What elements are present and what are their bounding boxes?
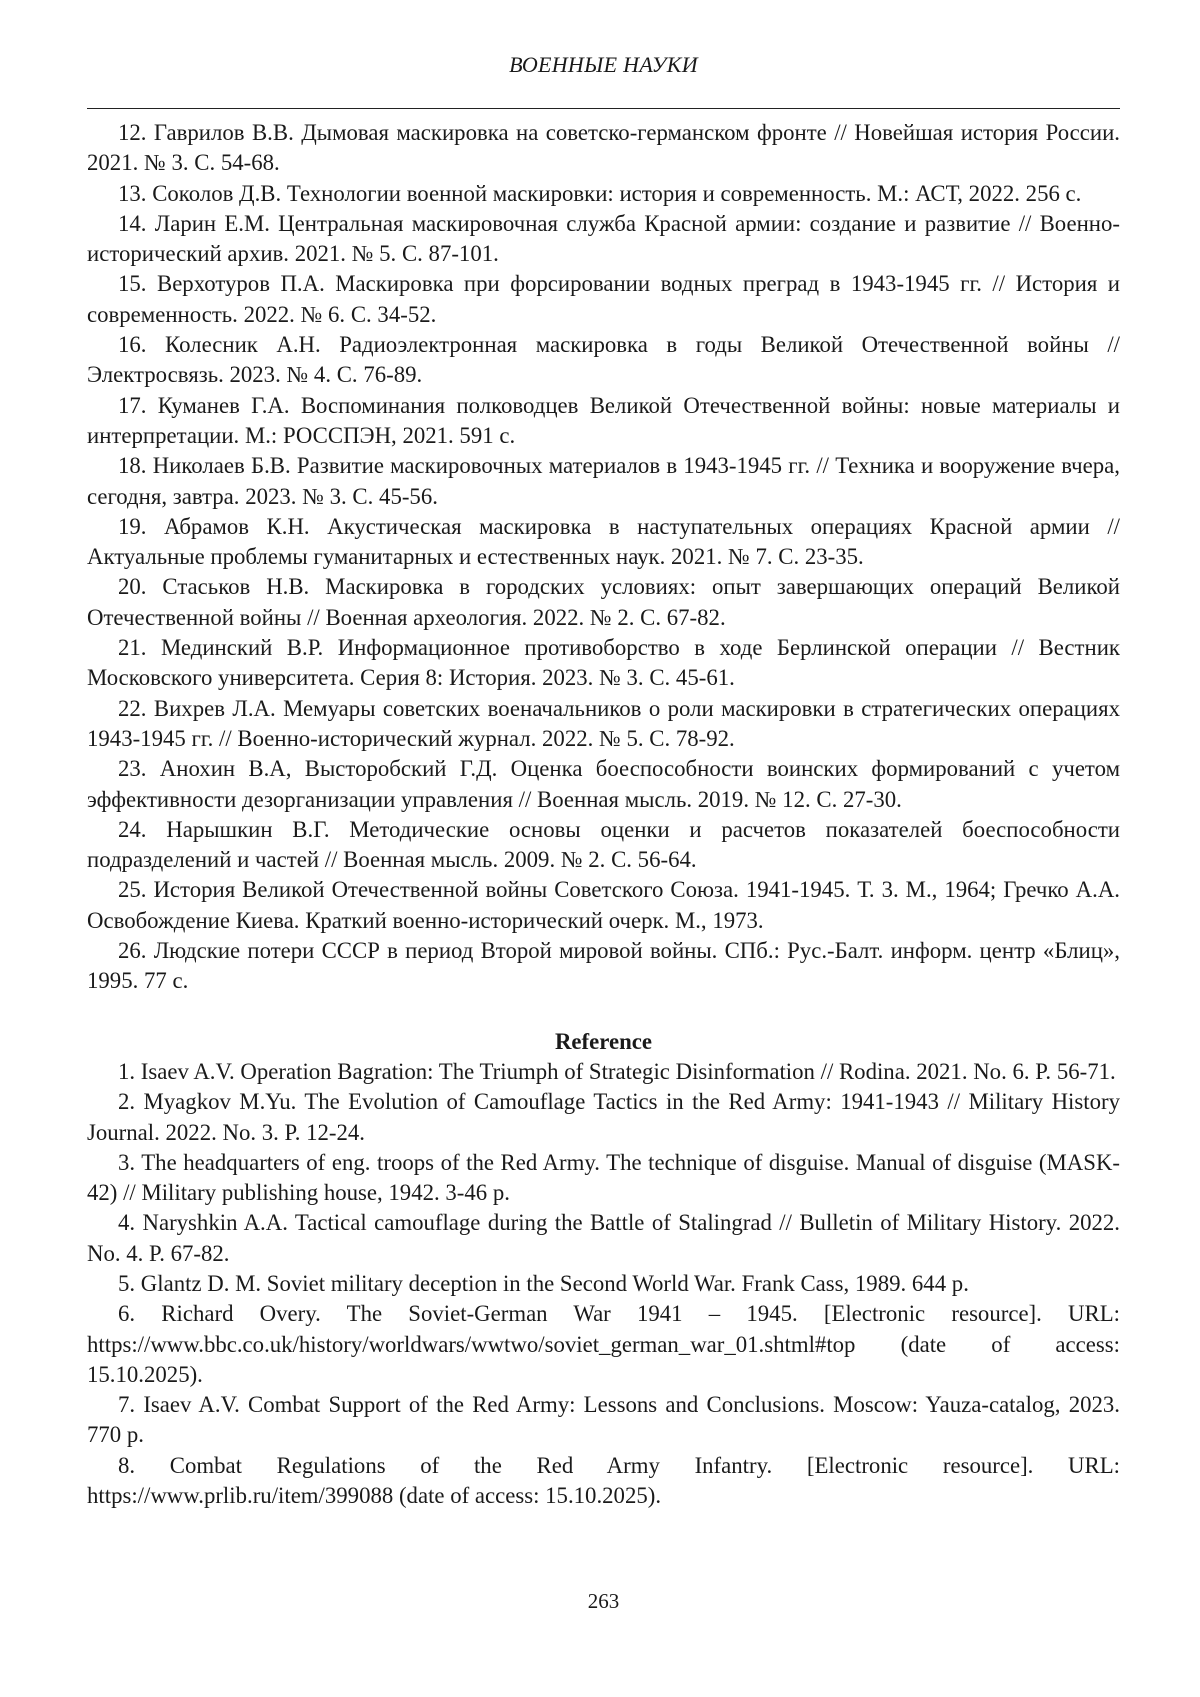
bibliography-entry: 14. Ларин Е.М. Центральная маскировочная служба Красной армии: создание и развитие // Военно-исторический архив. 2021. № 5. С. 87-101. bbox=[87, 210, 1120, 267]
bibliography-entry: 12. Гаврилов В.В. Дымовая маскировка на советско-германском фронте // Новейшая история России. 2021. № 3. С. 54-68. bbox=[87, 120, 1120, 176]
reference-entry: 7. Isaev A.V. Combat Support of the Red Army: Lessons and Conclusions. Moscow: Yauza-catalog, 2023. 770 p. bbox=[87, 1392, 1120, 1448]
reference-entry: 2. Myagkov M.Yu. The Evolution of Camouflage Tactics in the Red Army: 1941-1943 // Military History Journal. 2022. No. 3. P. 12-24. bbox=[87, 1089, 1120, 1145]
bibliography-entry: 17. Куманев Г.А. Воспоминания полководцев Великой Отечественной войны: новые материалы и интерпретации. М.: РОССПЭН, 2021. 591 с. bbox=[87, 392, 1120, 448]
bibliography-ru-list bbox=[87, 118, 1120, 997]
reference-entry: 4. Naryshkin A.A. Tactical camouflage during the Battle of Stalingrad // Bulletin of Military History. 2022. No. 4. P. 67-82. bbox=[87, 1210, 1120, 1266]
reference-heading: Reference bbox=[554, 1028, 653, 1054]
bibliography-entry: 21. Мединский В.Р. Информационное противоборство в ходе Берлинской операции // Вестник Московского университета. Серия 8: История. 2023. № 3. С. 45-61. bbox=[87, 635, 1120, 691]
bibliography-entry: 25. История Великой Отечественной войны Советского Союза. 1941-1945. Т. 3. М., 1964; Гречко А.А. Освобождение Киева. Краткий военно-исторический очерк. М., 1973. bbox=[87, 877, 1120, 933]
page-number: 263 bbox=[587, 1589, 620, 1613]
bibliography-entry: 18. Николаев Б.В. Развитие маскировочных материалов в 1943-1945 гг. // Техника и вооружение вчера, сегодня, завтра. 2023. № 3. С. 45-56. bbox=[87, 453, 1120, 509]
running-head-title: ВОЕННЫЕ НАУКИ bbox=[509, 52, 698, 77]
journal-page bbox=[87, 0, 1120, 1697]
reference-entry: 1. Isaev A.V. Operation Bagration: The Triumph of Strategic Disinformation // Rodina. 2021. No. 6. P. 56-71. bbox=[118, 1058, 1116, 1084]
bibliography-entry: 16. Колесник А.Н. Радиоэлектронная маскировка в годы Великой Отечественной войны // Электросвязь. 2023. № 4. С. 76-89. bbox=[87, 332, 1120, 388]
body-text bbox=[87, 118, 1120, 1511]
reference-entry: 8. Combat Regulations of the Red Army Infantry. [Electronic resource]. URL: https://www.prlib.ru/item/399088 (date of access: 15.10.2025). bbox=[87, 1452, 1120, 1509]
header-rule bbox=[87, 108, 1120, 109]
bibliography-entry: 15. Верхотуров П.А. Маскировка при форсировании водных преград в 1943-1945 гг. // История и современность. 2022. № 6. С. 34-52. bbox=[87, 271, 1120, 327]
bibliography-entry: 13. Соколов Д.В. Технологии военной маскировки: история и современность. М.: АСТ, 2022. 256 с. bbox=[118, 180, 1082, 206]
reference-entry: 3. The headquarters of eng. troops of the Red Army. The technique of disguise. Manual of disguise (MASK-42) // Military publishing house, 1942. 3-46 p. bbox=[87, 1149, 1120, 1206]
references-en-list bbox=[87, 1057, 1120, 1511]
bibliography-entry: 26. Людские потери СССР в период Второй мировой войны. СПб.: Рус.-Балт. информ. центр «Блиц», 1995. 77 с. bbox=[87, 938, 1120, 994]
bibliography-entry: 20. Стаськов Н.В. Маскировка в городских условиях: опыт завершающих операций Великой Отечественной войны // Военная археология. 2022. № 2. С. 67-82. bbox=[87, 574, 1120, 630]
bibliography-entry: 22. Вихрев Л.А. Мемуары советских военачальников о роли маскировки в стратегических операциях 1943-1945 гг. // Военно-исторический журнал. 2022. № 5. С. 78-92. bbox=[87, 695, 1120, 751]
reference-entry: 6. Richard Overy. The Soviet-German War 1941 – 1945. [Electronic resource]. URL: https://www.bbc.co.uk/history/worldwars/wwtwo/soviet_german_war_01.shtml#top (date of access: 15.10.2025). bbox=[87, 1301, 1120, 1387]
bibliography-entry: 24. Нарышкин В.Г. Методические основы оценки и расчетов показателей боеспособности подразделений и частей // Военная мысль. 2009. № 2. С. 56-64. bbox=[87, 816, 1120, 873]
bibliography-entry: 23. Анохин В.А, Высторобский Г.Д. Оценка боеспособности воинских формирований с учетом эффективности дезорганизации управления // Военная мысль. 2019. № 12. С. 27-30. bbox=[87, 756, 1120, 812]
reference-entry: 5. Glantz D. M. Soviet military deception in the Second World War. Frank Cass, 1989. 644 p. bbox=[118, 1270, 969, 1296]
bibliography-entry: 19. Абрамов К.Н. Акустическая маскировка в наступательных операциях Красной армии // Актуальные проблемы гуманитарных и естественных наук. 2021. № 7. С. 23-35. bbox=[87, 513, 1120, 570]
